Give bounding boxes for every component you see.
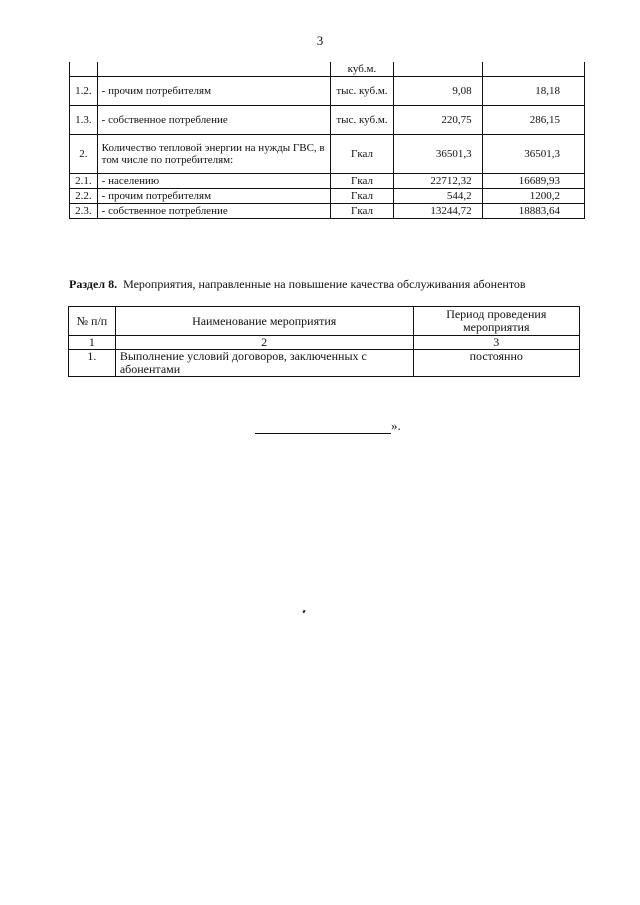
- row-num: 1.2.: [70, 77, 98, 106]
- table-row: [70, 204, 585, 219]
- row-value-2: 16689,93: [482, 174, 584, 189]
- scan-speck: [302, 610, 305, 614]
- row-num: 1.: [69, 350, 116, 377]
- row-name: Количество тепловой энергии на нужды ГВС, в том числе по потребителям:: [97, 135, 330, 174]
- signature-line: [255, 423, 391, 434]
- row-unit: куб.м.: [330, 62, 394, 77]
- row-name: - собственное потребление: [97, 204, 330, 219]
- row-unit: Гкал: [330, 135, 394, 174]
- table-row: [69, 350, 580, 377]
- row-value-2: [482, 62, 584, 77]
- row-unit: Гкал: [330, 189, 394, 204]
- table-header-row: [69, 307, 580, 336]
- row-name: - собственное потребление: [97, 106, 330, 135]
- section-heading: [69, 277, 526, 292]
- row-value-2: 18883,64: [482, 204, 584, 219]
- row-value-2: 36501,3: [482, 135, 584, 174]
- row-value-1: 220,75: [394, 106, 482, 135]
- closing-quote: ».: [391, 418, 401, 433]
- index-name: 2: [115, 336, 413, 350]
- page-number: 3: [316, 33, 324, 48]
- row-name: - прочим потребителям: [97, 77, 330, 106]
- section-label: Раздел 8.: [69, 277, 118, 291]
- row-value-1: 22712,32: [394, 174, 482, 189]
- row-value-2: 1200,2: [482, 189, 584, 204]
- row-unit: Гкал: [330, 204, 394, 219]
- table-index-row: [69, 336, 580, 350]
- row-name: Выполнение условий договоров, заключенных с абонентами: [115, 350, 413, 377]
- table-row: [70, 174, 585, 189]
- row-num: 2.1.: [70, 174, 98, 189]
- index-period: 3: [413, 336, 579, 350]
- table-row: [70, 189, 585, 204]
- row-unit: тыс. куб.м.: [330, 77, 394, 106]
- row-period: постоянно: [413, 350, 579, 377]
- row-name: - населению: [97, 174, 330, 189]
- row-value-1: 544,2: [394, 189, 482, 204]
- row-num: [70, 62, 98, 77]
- row-name: [97, 62, 330, 77]
- row-value-1: [394, 62, 482, 77]
- row-num: 1.3.: [70, 106, 98, 135]
- table-row: [70, 62, 585, 77]
- table-row: [70, 135, 585, 174]
- row-value-1: 36501,3: [394, 135, 482, 174]
- measures-table: [68, 306, 580, 377]
- row-name: - прочим потребителям: [97, 189, 330, 204]
- row-num: 2.3.: [70, 204, 98, 219]
- header-num: № п/п: [69, 307, 116, 336]
- table-row: [70, 77, 585, 106]
- row-num: 2.: [70, 135, 98, 174]
- row-value-2: 286,15: [482, 106, 584, 135]
- row-unit: тыс. куб.м.: [330, 106, 394, 135]
- header-name: Наименование мероприятия: [115, 307, 413, 336]
- row-num: 2.2.: [70, 189, 98, 204]
- row-value-2: 18,18: [482, 77, 584, 106]
- section-title: Мероприятия, направленные на повышение качества обслуживания абонентов: [123, 277, 526, 291]
- row-value-1: 13244,72: [394, 204, 482, 219]
- header-period: Период проведения мероприятия: [413, 307, 579, 336]
- index-num: 1: [69, 336, 116, 350]
- row-unit: Гкал: [330, 174, 394, 189]
- table-row: [70, 106, 585, 135]
- consumption-table: [69, 62, 585, 219]
- closing-line: [255, 418, 401, 434]
- row-value-1: 9,08: [394, 77, 482, 106]
